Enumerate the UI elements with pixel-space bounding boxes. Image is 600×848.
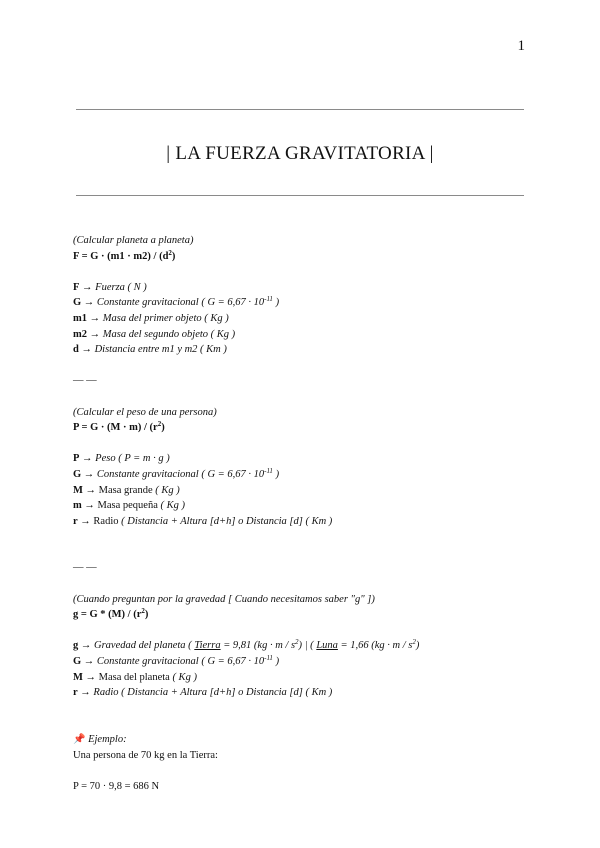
section3-note: (Cuando preguntan por la gravedad [ Cuando necesitamos saber "g" ]) xyxy=(73,593,375,605)
example-heading: 📌 Ejemplo: xyxy=(73,734,127,745)
separator: — — xyxy=(73,562,97,574)
separator: — — xyxy=(73,375,97,387)
top-rule xyxy=(76,109,524,110)
def-masa-planeta: M → Masa del planeta ( Kg ) xyxy=(73,671,197,683)
section1-formula: $F = G \cdot (m1 \cdot m2) / (d^2)$ xyxy=(73,248,176,262)
bottom-rule xyxy=(76,195,524,196)
def-masa-pequena: m → Masa pequeña ( Kg ) xyxy=(73,500,185,512)
pushpin-icon: 📌 xyxy=(73,734,86,745)
def-radio: r → Radio ( Distancia + Altura [d+h] o Distancia [d] ( Km ) xyxy=(73,687,333,699)
def-constante: G → Constante gravitacional ( $G = 6,67 \cdot 10^{-11}$ ) xyxy=(73,654,280,668)
def-peso: P → Peso ( P = m · g ) xyxy=(73,453,170,465)
page-title: | LA FUERZA GRAVITATORIA | xyxy=(166,143,434,164)
def-gravedad: g → Gravedad del planeta ( Tierra = 9,81 $(kg \cdot m / s^2)$ | ( Luna = 1,66 $(kg \cdot m / s^2)$ xyxy=(73,638,420,652)
section1-note: (Calcular planeta a planeta) xyxy=(73,235,194,246)
def-distancia: d → Distancia entre m1 y m2 ( Km ) xyxy=(73,344,227,356)
document-body xyxy=(73,233,533,794)
example-calculation: P = 70 · 9,8 = 686 N xyxy=(73,780,160,792)
def-m1: m1 → Masa del primer objeto ( Kg ) xyxy=(73,312,229,324)
section3-formula: $g = G * (M) / (r^2)$ xyxy=(73,607,149,621)
example-text: Una persona de 70 kg en la Tierra: xyxy=(73,749,218,761)
def-constante: G → Constante gravitacional ( $G = 6,67 \cdot 10^{-11}$ ) xyxy=(73,295,280,309)
section2-formula: $P = G \cdot (M \cdot m) / (r^2)$ xyxy=(73,420,165,434)
def-masa-grande: M → Masa grande ( Kg ) xyxy=(73,484,180,496)
def-constante: G → Constante gravitacional ( $G = 6,67 \cdot 10^{-11}$ ) xyxy=(73,466,280,480)
section2-note: (Calcular el peso de una persona) xyxy=(73,406,217,418)
def-fuerza: F → Fuerza ( N ) xyxy=(73,281,147,293)
def-radio: r → Radio ( Distancia + Altura [d+h] o Distancia [d] ( Km ) xyxy=(73,515,333,527)
page-number: 1 xyxy=(517,38,525,54)
def-m2: m2 → Masa del segundo objeto ( Kg ) xyxy=(73,328,236,340)
